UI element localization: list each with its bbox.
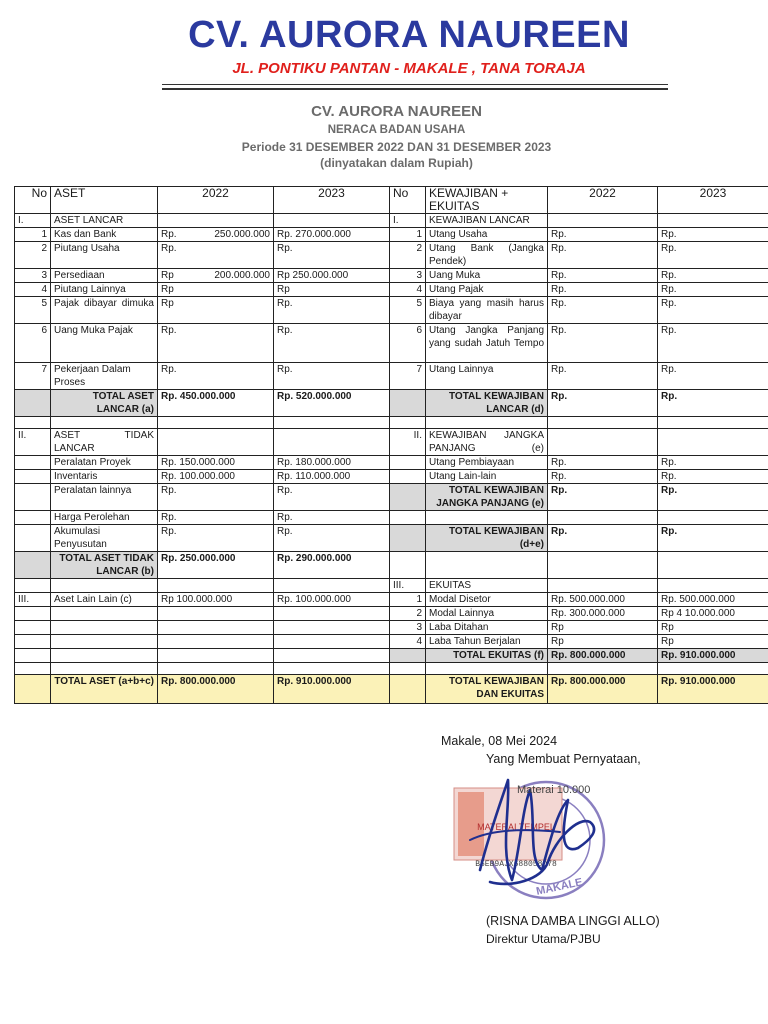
cell-2023-liab	[658, 663, 768, 675]
cell-aset: Persediaan	[51, 269, 158, 283]
cell-aset: Pekerjaan Dalam Proses	[51, 363, 158, 390]
cell-no: I.	[15, 214, 51, 228]
cell-2023-liab	[658, 214, 768, 228]
table-row	[15, 363, 768, 390]
cell-kewajiban: Utang Usaha	[426, 228, 548, 242]
header-no: No	[15, 187, 51, 214]
cell-aset: Peralatan lainnya	[51, 484, 158, 511]
cell-no	[15, 456, 51, 470]
cell-aset: Piutang Lainnya	[51, 283, 158, 297]
signature-maker-label: Yang Membuat Pernyataan,	[486, 752, 641, 766]
cell-no	[15, 552, 51, 579]
cell-2022: Rp	[158, 297, 274, 324]
table-row-subtotal	[15, 552, 768, 579]
materai-stamp-text: MATERAI TEMPEL	[477, 822, 555, 832]
cell-2023-liab: Rp.	[658, 525, 768, 552]
header-2023: 2023	[274, 187, 390, 214]
cell-2023-liab	[658, 579, 768, 593]
cell-2022: Rp 100.000.000	[158, 593, 274, 607]
cell-2023: Rp	[274, 283, 390, 297]
cell-no	[15, 579, 51, 593]
table-row	[15, 324, 768, 363]
table-row-grand-total	[15, 675, 768, 704]
cell-kewajiban: EKUITAS	[426, 579, 548, 593]
cell-kewajiban: KEWAJIBAN LANCAR	[426, 214, 548, 228]
cell-no-liab: 1	[390, 228, 426, 242]
cell-2022	[158, 649, 274, 663]
cell-2022: Rp. 250.000.000	[158, 552, 274, 579]
header-2023-liabilities: 2023	[658, 187, 768, 214]
signer-name: (RISNA DAMBA LINGGI ALLO)	[486, 914, 660, 928]
cell-2022-liab	[548, 417, 658, 429]
cell-no-liab	[390, 525, 426, 552]
cell-2022-liab	[548, 552, 658, 579]
cell-2022	[158, 607, 274, 621]
cell-2022-liab: Rp.	[548, 283, 658, 297]
cell-2022: Rp.	[158, 525, 274, 552]
cell-2023	[274, 429, 390, 456]
cell-no: 5	[15, 297, 51, 324]
cell-no: 4	[15, 283, 51, 297]
cell-2022: Rp. 150.000.000	[158, 456, 274, 470]
cell-2022: Rp.	[158, 242, 274, 269]
signature-place-date: Makale, 08 Mei 2024	[441, 734, 558, 748]
cell-no	[15, 525, 51, 552]
cell-2022-liab: Rp. 800.000.000	[548, 649, 658, 663]
cell-kewajiban: Laba Tahun Berjalan	[426, 635, 548, 649]
cell-no-liab	[390, 511, 426, 525]
cell-2022-liab: Rp.	[548, 363, 658, 390]
cell-no-liab: 2	[390, 607, 426, 621]
cell-2022	[158, 579, 274, 593]
cell-aset	[51, 663, 158, 675]
cell-2023-liab	[658, 429, 768, 456]
cell-2022-liab: Rp. 300.000.000	[548, 607, 658, 621]
cell-2022-liab: Rp.	[548, 456, 658, 470]
cell-2022-liab: Rp.	[548, 242, 658, 269]
cell-aset: TOTAL ASET TIDAK LANCAR (b)	[51, 552, 158, 579]
cell-aset: Harga Perolehan	[51, 511, 158, 525]
table-row	[15, 456, 768, 470]
cell-2022: Rp.	[158, 511, 274, 525]
cell-2022: Rp. 250.000.000	[158, 228, 274, 242]
report-period: Periode 31 DESEMBER 2022 DAN 31 DESEMBER 2023	[241, 140, 552, 154]
cell-2023-liab: Rp.	[658, 470, 768, 484]
cell-2022-liab: Rp.	[548, 297, 658, 324]
cell-no-liab: 4	[390, 635, 426, 649]
cell-2022	[158, 214, 274, 228]
cell-2022-liab	[548, 511, 658, 525]
cell-kewajiban: KEWAJIBAN JANGKA PANJANG (e)	[426, 429, 548, 456]
cell-2022-liab: Rp. 500.000.000	[548, 593, 658, 607]
cell-no-liab	[390, 456, 426, 470]
cell-no-liab: 3	[390, 269, 426, 283]
cell-2022-liab	[548, 429, 658, 456]
cell-no-liab	[390, 649, 426, 663]
cell-no	[15, 663, 51, 675]
cell-2023-liab: Rp. 910.000.000	[658, 649, 768, 663]
cell-2023: Rp. 290.000.000	[274, 552, 390, 579]
table-row	[15, 525, 768, 552]
report-title: NERACA BADAN USAHA	[327, 124, 466, 136]
cell-2023-liab: Rp.	[658, 484, 768, 511]
cell-2023-liab: Rp	[658, 635, 768, 649]
cell-kewajiban	[426, 511, 548, 525]
cell-aset: TOTAL ASET (a+b+c)	[51, 675, 158, 704]
header-2022-liabilities: 2022	[548, 187, 658, 214]
cell-kewajiban: TOTAL EKUITAS (f)	[426, 649, 548, 663]
cell-no-liab	[390, 552, 426, 579]
table-row	[15, 484, 768, 511]
cell-no-liab: 1	[390, 593, 426, 607]
letterhead-company: CV. AURORA NAUREEN	[188, 14, 630, 56]
cell-2022: Rp.	[158, 324, 274, 363]
cell-2022-liab: Rp.	[548, 525, 658, 552]
cell-kewajiban: TOTAL KEWAJIBAN JANGKA PANJANG (e)	[426, 484, 548, 511]
cell-2022-liab	[548, 663, 658, 675]
table-row-subtotal	[15, 649, 768, 663]
cell-aset	[51, 635, 158, 649]
header-2022: 2022	[158, 187, 274, 214]
cell-2022	[158, 635, 274, 649]
cell-kewajiban: TOTAL KEWAJIBAN DAN EKUITAS	[426, 675, 548, 704]
cell-2023: Rp. 520.000.000	[274, 390, 390, 417]
cell-no: 2	[15, 242, 51, 269]
cell-2023	[274, 417, 390, 429]
table-row-spacer	[15, 663, 768, 675]
cell-no: II.	[15, 429, 51, 456]
cell-2023-liab: Rp	[658, 621, 768, 635]
cell-no-liab: 7	[390, 363, 426, 390]
cell-no	[15, 417, 51, 429]
report-currency-note: (dinyatakan dalam Rupiah)	[320, 156, 473, 170]
table-row-spacer	[15, 417, 768, 429]
table-row	[15, 470, 768, 484]
cell-2023: Rp. 910.000.000	[274, 675, 390, 704]
cell-2023: Rp.	[274, 297, 390, 324]
table-row	[15, 607, 768, 621]
cell-aset	[51, 417, 158, 429]
cell-2023-liab: Rp 4 10.000.000	[658, 607, 768, 621]
cell-2022-liab: Rp.	[548, 390, 658, 417]
cell-no	[15, 635, 51, 649]
cell-aset: Akumulasi Penyusutan	[51, 525, 158, 552]
cell-kewajiban: Uang Muka	[426, 269, 548, 283]
cell-aset: Aset Lain Lain (c)	[51, 593, 158, 607]
table-row	[15, 242, 768, 269]
cell-no-liab	[390, 663, 426, 675]
cell-2022	[158, 663, 274, 675]
cell-kewajiban: TOTAL KEWAJIBAN (d+e)	[426, 525, 548, 552]
cell-kewajiban: Utang Bank (Jangka Pendek)	[426, 242, 548, 269]
cell-aset: Inventaris	[51, 470, 158, 484]
cell-2023: Rp. 270.000.000	[274, 228, 390, 242]
cell-no: III.	[15, 593, 51, 607]
cell-2022-liab	[548, 214, 658, 228]
table-row	[15, 635, 768, 649]
cell-2023	[274, 649, 390, 663]
letterhead-divider-thick	[162, 88, 668, 90]
header-no-liabilities: No	[390, 187, 426, 214]
cell-2023: Rp.	[274, 484, 390, 511]
cell-2022-liab: Rp	[548, 621, 658, 635]
cell-2023-liab: Rp.	[658, 242, 768, 269]
cell-kewajiban: Utang Pembiayaan	[426, 456, 548, 470]
cell-aset	[51, 649, 158, 663]
cell-2022	[158, 417, 274, 429]
cell-2023: Rp.	[274, 511, 390, 525]
cell-aset: Kas dan Bank	[51, 228, 158, 242]
cell-2023: Rp. 180.000.000	[274, 456, 390, 470]
cell-no	[15, 675, 51, 704]
cell-no-liab: 2	[390, 242, 426, 269]
cell-2022: Rp 200.000.000	[158, 269, 274, 283]
cell-2022: Rp	[158, 283, 274, 297]
cell-2022: Rp.	[158, 363, 274, 390]
cell-no: 6	[15, 324, 51, 363]
cell-2022: Rp. 450.000.000	[158, 390, 274, 417]
cell-2023-liab: Rp.	[658, 283, 768, 297]
cell-kewajiban: Utang Pajak	[426, 283, 548, 297]
table-row	[15, 593, 768, 607]
cell-no-liab	[390, 484, 426, 511]
cell-aset: Peralatan Proyek	[51, 456, 158, 470]
cell-no-liab	[390, 470, 426, 484]
cell-kewajiban	[426, 663, 548, 675]
letterhead-address: JL. PONTIKU PANTAN - MAKALE , TANA TORAJA	[232, 60, 586, 77]
cell-2023	[274, 635, 390, 649]
cell-no-liab: 6	[390, 324, 426, 363]
header-kewajiban-ekuitas: KEWAJIBAN + EKUITAS	[426, 187, 548, 214]
cell-2023-liab: Rp.	[658, 456, 768, 470]
materai-label: Materai 10.000	[517, 784, 591, 796]
cell-2022-liab: Rp.	[548, 470, 658, 484]
table-row	[15, 269, 768, 283]
cell-2023	[274, 214, 390, 228]
materai-serial: B5EB9AJX688058078	[475, 860, 557, 869]
table-row	[15, 621, 768, 635]
cell-2022-liab: Rp	[548, 635, 658, 649]
cell-no-liab: 4	[390, 283, 426, 297]
cell-no: 1	[15, 228, 51, 242]
cell-kewajiban: Modal Disetor	[426, 593, 548, 607]
cell-no-liab	[390, 675, 426, 704]
cell-no	[15, 649, 51, 663]
cell-kewajiban: TOTAL KEWAJIBAN LANCAR (d)	[426, 390, 548, 417]
table-row-subtotal	[15, 390, 768, 417]
cell-2023: Rp 250.000.000	[274, 269, 390, 283]
cell-2022: Rp. 800.000.000	[158, 675, 274, 704]
cell-no: 3	[15, 269, 51, 283]
cell-no-liab	[390, 417, 426, 429]
cell-aset: ASET LANCAR	[51, 214, 158, 228]
cell-no	[15, 607, 51, 621]
cell-no	[15, 470, 51, 484]
cell-2022	[158, 621, 274, 635]
cell-aset: Pajak dibayar dimuka	[51, 297, 158, 324]
cell-kewajiban: Laba Ditahan	[426, 621, 548, 635]
cell-no	[15, 511, 51, 525]
cell-2023	[274, 579, 390, 593]
cell-no-liab: 3	[390, 621, 426, 635]
cell-kewajiban: Modal Lainnya	[426, 607, 548, 621]
cell-aset	[51, 621, 158, 635]
cell-2023-liab	[658, 417, 768, 429]
cell-aset: TOTAL ASET LANCAR (a)	[51, 390, 158, 417]
cell-2023: Rp. 100.000.000	[274, 593, 390, 607]
cell-2023: Rp.	[274, 324, 390, 363]
cell-2023	[274, 621, 390, 635]
cell-kewajiban: Utang Lainnya	[426, 363, 548, 390]
cell-2022: Rp.	[158, 484, 274, 511]
table-row	[15, 283, 768, 297]
cell-2023-liab: Rp.	[658, 324, 768, 363]
cell-no-liab: 5	[390, 297, 426, 324]
balance-sheet-table	[14, 186, 768, 704]
cell-2022-liab: Rp.	[548, 269, 658, 283]
cell-kewajiban	[426, 552, 548, 579]
cell-kewajiban	[426, 417, 548, 429]
cell-2023	[274, 607, 390, 621]
cell-aset: ASET TIDAK LANCAR	[51, 429, 158, 456]
cell-aset: Uang Muka Pajak	[51, 324, 158, 363]
cell-2022-liab: Rp.	[548, 484, 658, 511]
cell-no-liab: I.	[390, 214, 426, 228]
table-row	[15, 579, 768, 593]
cell-2022: Rp. 100.000.000	[158, 470, 274, 484]
cell-no: 7	[15, 363, 51, 390]
table-row	[15, 429, 768, 456]
cell-kewajiban: Utang Jangka Panjang yang sudah Jatuh Tempo	[426, 324, 548, 363]
table-header-row	[15, 187, 768, 214]
cell-2023-liab	[658, 511, 768, 525]
cell-2022-liab: Rp. 800.000.000	[548, 675, 658, 704]
cell-2022-liab: Rp.	[548, 324, 658, 363]
table-row	[15, 228, 768, 242]
cell-no	[15, 484, 51, 511]
cell-2023-liab: Rp.	[658, 297, 768, 324]
cell-no-liab	[390, 390, 426, 417]
cell-kewajiban: Utang Lain-lain	[426, 470, 548, 484]
cell-2023-liab: Rp.	[658, 363, 768, 390]
cell-no-liab: III.	[390, 579, 426, 593]
table-row	[15, 297, 768, 324]
cell-no-liab: II.	[390, 429, 426, 456]
cell-2022-liab	[548, 579, 658, 593]
cell-aset	[51, 579, 158, 593]
letterhead-divider	[162, 84, 668, 85]
cell-kewajiban: Biaya yang masih harus dibayar	[426, 297, 548, 324]
cell-2023: Rp.	[274, 242, 390, 269]
cell-2023-liab: Rp.	[658, 269, 768, 283]
cell-2023-liab	[658, 552, 768, 579]
signer-role: Direktur Utama/PJBU	[486, 932, 601, 946]
report-company: CV. AURORA NAUREEN	[311, 103, 482, 120]
cell-no	[15, 390, 51, 417]
cell-2023: Rp.	[274, 525, 390, 552]
cell-2023-liab: Rp.	[658, 390, 768, 417]
table-row	[15, 214, 768, 228]
cell-2022	[158, 429, 274, 456]
cell-aset: Piutang Usaha	[51, 242, 158, 269]
cell-2023-liab: Rp. 500.000.000	[658, 593, 768, 607]
header-aset: ASET	[51, 187, 158, 214]
cell-2023-liab: Rp. 910.000.000	[658, 675, 768, 704]
cell-aset	[51, 607, 158, 621]
cell-2023: Rp. 110.000.000	[274, 470, 390, 484]
cell-no	[15, 621, 51, 635]
cell-2023-liab: Rp.	[658, 228, 768, 242]
table-row	[15, 511, 768, 525]
cell-2023: Rp.	[274, 363, 390, 390]
cell-2023	[274, 663, 390, 675]
cell-2022-liab: Rp.	[548, 228, 658, 242]
company-seal-city: MAKALE	[535, 876, 584, 898]
